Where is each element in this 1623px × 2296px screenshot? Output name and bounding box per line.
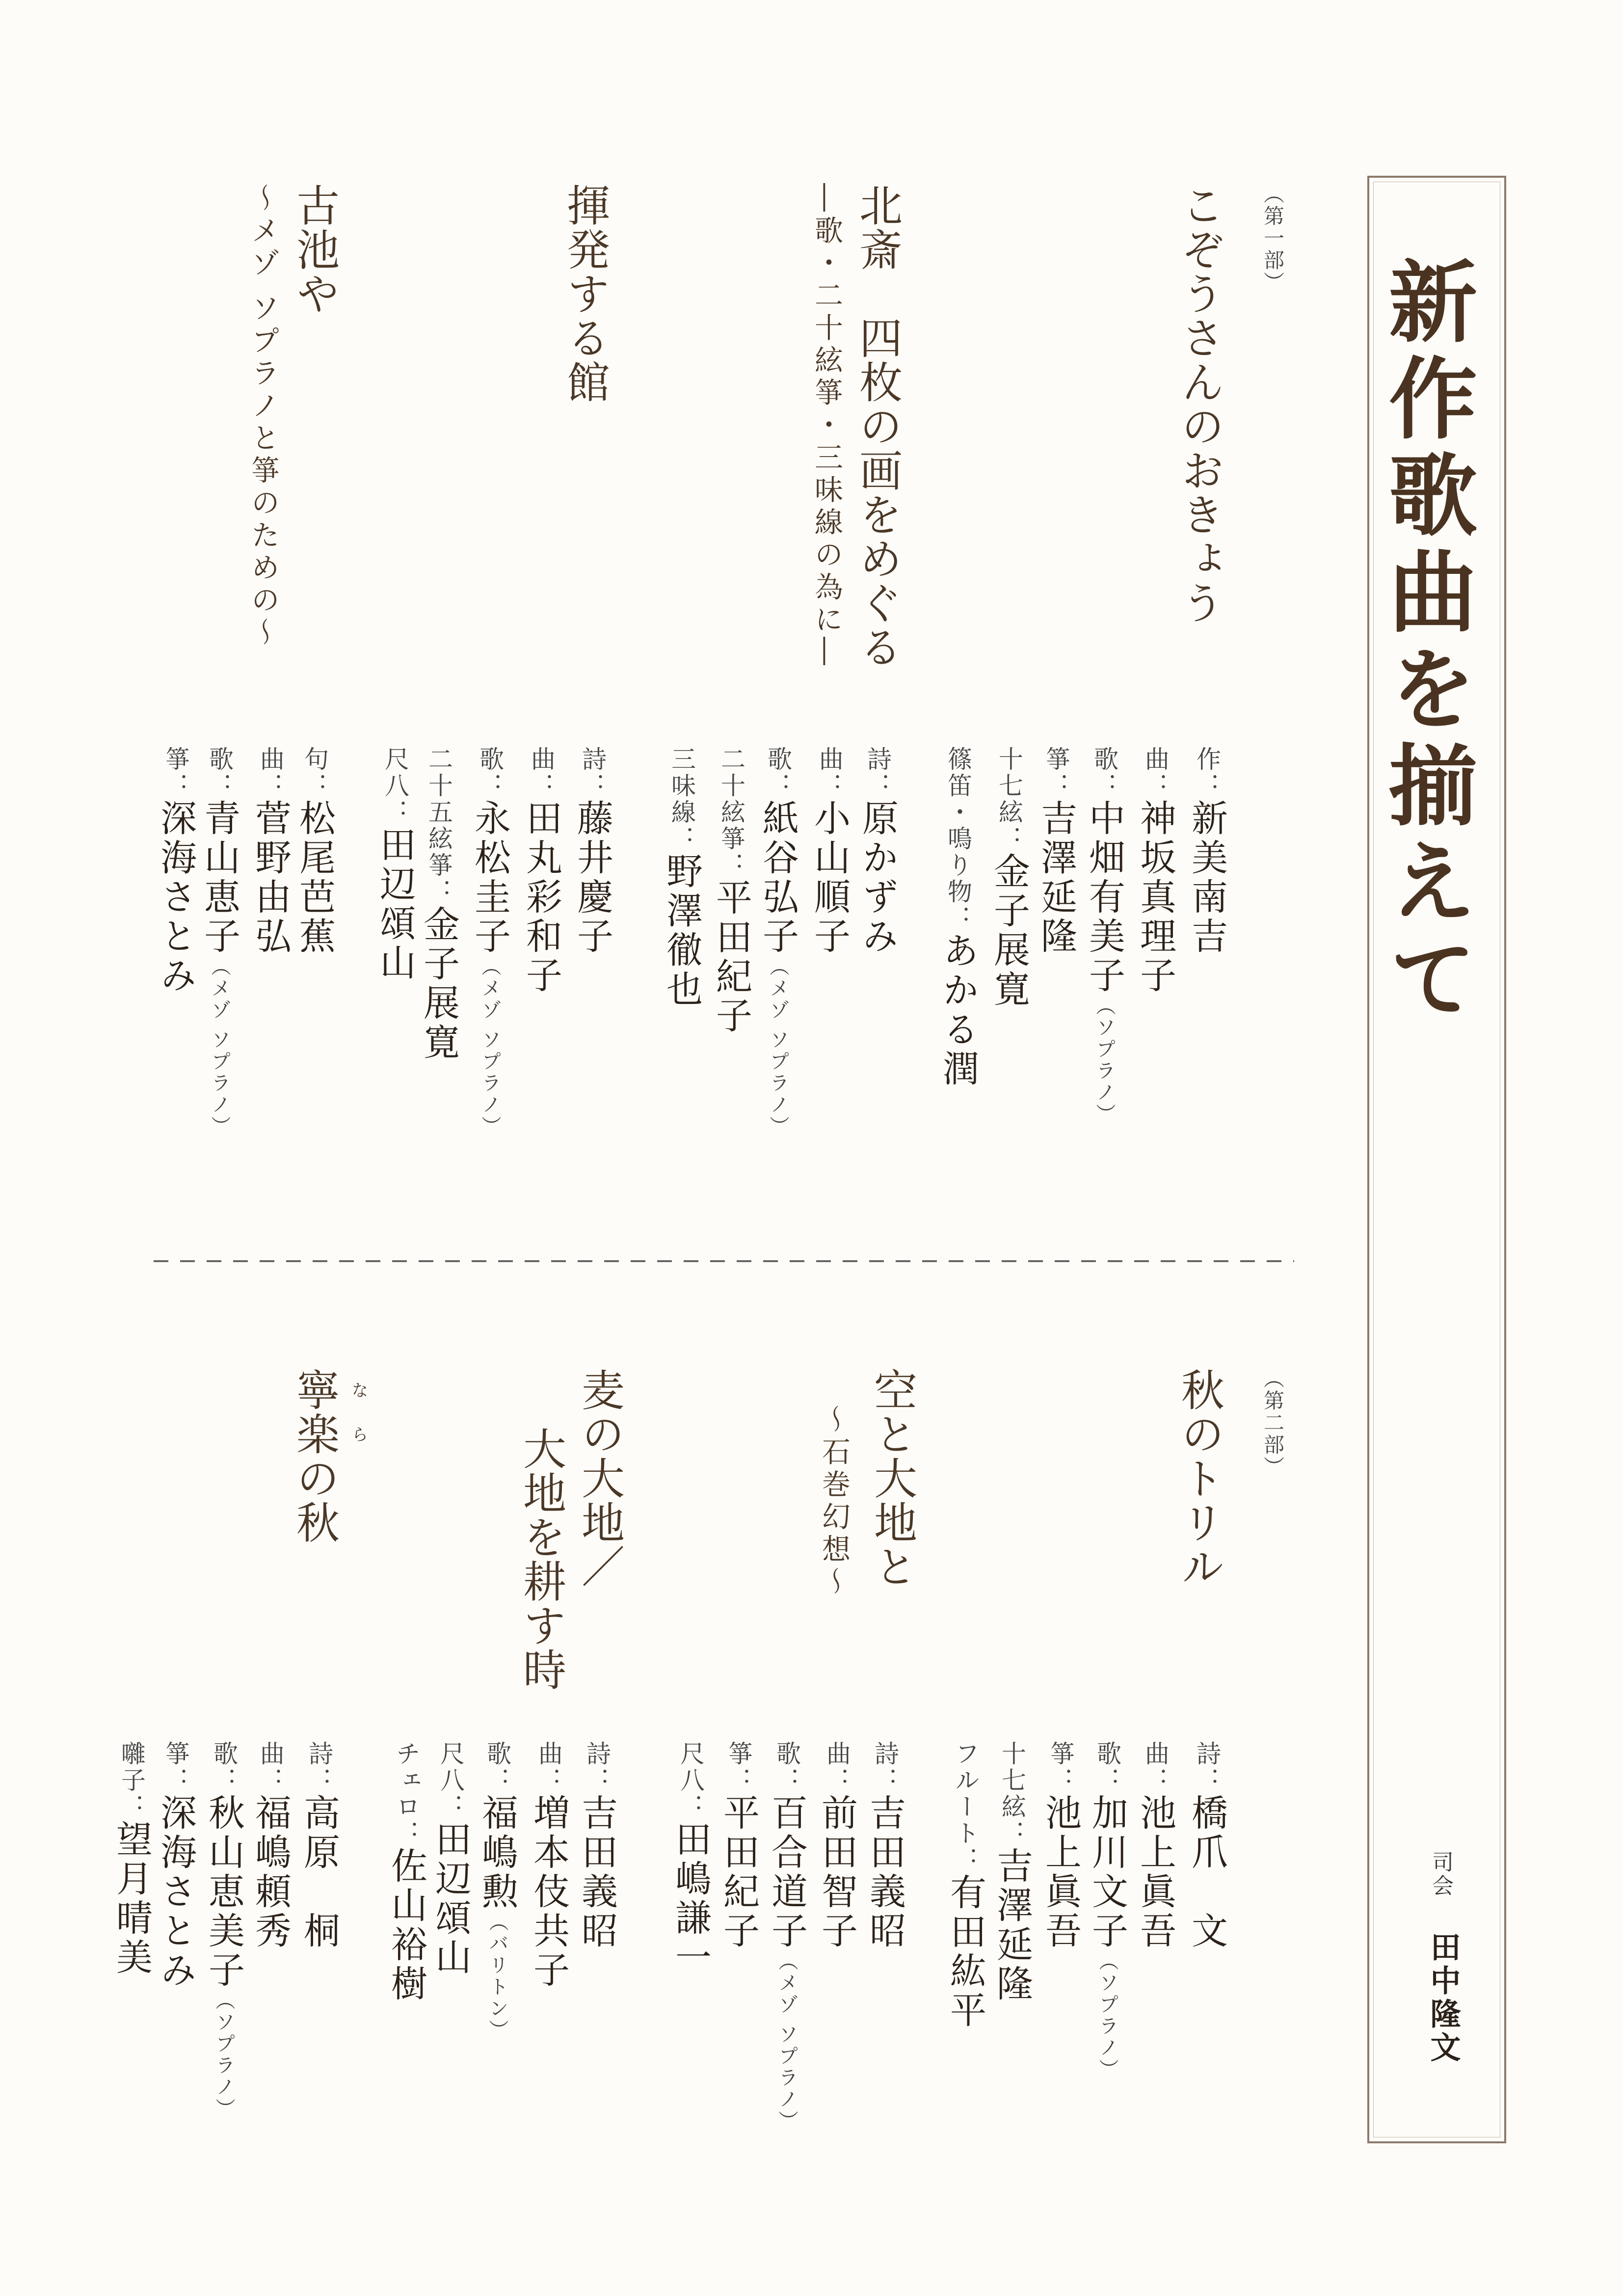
credit-role: 箏： [724,1741,753,1794]
credit-line [475,1741,519,2041]
credit-role: 詩： [578,746,607,799]
credit-role: 作： [1193,746,1221,799]
credit-line [297,1741,341,1951]
credit-name: 秋山恵美子 [203,1794,245,1990]
credit-role: 歌： [483,1741,511,1794]
piece-title: 北斎 四枚の画をめぐる [852,183,903,669]
credit-role: 十七絃： [998,1741,1026,1847]
credit-line [293,746,337,956]
credit-line [1085,1741,1129,2080]
credit-role: 篠笛・鳴り物： [944,746,972,932]
credit-name: 池上眞吾 [1134,1794,1176,1951]
credit-name: 平田紀子 [718,1794,760,1951]
credit-name: 吉澤延隆 [991,1847,1033,2004]
credit-line [1185,746,1229,956]
credit-role: 詩： [863,746,892,799]
credit-line [660,746,704,1009]
credit-name: 平田紀子 [710,879,752,1036]
credit-line [197,746,241,1137]
credit-name: 前田智子 [816,1794,858,1951]
title-ruby: なら [348,1381,368,1470]
part-label: （第一部） [1261,183,1285,294]
credit-name: 吉田義昭 [576,1794,618,1951]
credit-line [202,1741,246,2120]
credit-line [709,746,753,1036]
credit-role: 詩： [583,1741,611,1794]
credit-role: 歌： [210,1741,238,1794]
credit-line [428,1741,473,1977]
credit-role: 曲： [256,746,285,799]
credit-name: 金子展寛 [988,852,1030,1009]
credit-role: 囃子： [117,1741,146,1820]
mc-label: 司会 [1428,1851,1453,1898]
credit-name: 有田紘平 [944,1873,986,2030]
credit-line [936,746,980,1089]
credit-role: 詩： [305,1741,333,1794]
credit-name: 福嶋頼秀 [249,1794,292,1951]
credit-name: 菅野由弘 [249,799,292,956]
credit-line [1133,1741,1177,1951]
credit-name: 橋爪 文 [1186,1794,1228,1951]
credit-role: 曲： [527,746,556,799]
credit-role: 歌： [1090,746,1118,799]
piece-subtitle: ～石巻幻想～ [817,1405,851,1599]
credit-voice: （ソプラノ） [1093,996,1116,1125]
credit-name: 新美南吉 [1186,799,1228,956]
piece-subtitle: ―歌・二十絃箏・三味線の為に― [810,183,843,669]
credit-line [863,1741,907,1951]
piece-title: 寧楽の秋 [290,1368,340,1544]
credit-role: チェロ： [392,1741,421,1847]
credit-name: 松尾芭蕉 [293,799,336,956]
credit-role: 詩： [1193,1741,1221,1794]
credit-name: 福嶋勲 [476,1794,518,1912]
credit-line [575,1741,619,1951]
piece-subtitle: ～メゾ ソプラノと箏のための～ [246,183,280,650]
credit-name: 高原 桐 [298,1794,340,1951]
piece-title-line2: 大地を耕す時 [516,1427,567,1692]
piece-title: 揮発する館 [560,183,611,404]
credit-line [1185,1741,1229,1951]
credit-role: 尺八： [381,746,409,826]
credit-role: 箏： [1046,1741,1075,1794]
credit-voice: （バリトン） [486,1912,508,2041]
credit-name: 深海さとみ [155,1794,197,1990]
credit-name: 青山恵子 [198,799,240,956]
credit-role: 曲： [256,1741,285,1794]
credit-name: 望月晴美 [110,1820,153,1977]
credit-line [990,1741,1034,2004]
credit-line [1082,746,1126,1125]
credit-line [109,1741,154,1977]
credit-role: 尺八： [436,1741,465,1820]
credit-name: 田辺頌山 [429,1820,472,1977]
credit-role: 曲： [1141,1741,1170,1794]
credit-name: 田嶋謙一 [669,1820,712,1977]
credit-role: 歌： [205,746,234,799]
credit-role: 箏： [161,1741,190,1794]
credit-name: 吉澤延隆 [1035,799,1077,956]
credit-role: 三味線： [667,746,696,852]
credit-line [765,1741,809,2132]
program-title: 新作歌曲を揃えて [1374,256,1478,1029]
credit-line [807,746,851,956]
credit-line [570,746,614,956]
credit-role: 詩： [871,1741,899,1794]
credit-line [987,746,1031,1009]
credit-line [154,746,198,996]
credit-voice: （メゾ ソプラノ） [775,1951,798,2132]
credit-line [717,1741,761,1951]
credit-name: 百合道子 [766,1794,808,1951]
credit-name: 加川文子 [1086,1794,1128,1951]
credit-role: 十七絃： [995,746,1023,852]
credit-line [468,746,512,1137]
credit-role: 曲： [823,1741,851,1794]
credit-name: 野澤徹也 [661,852,703,1009]
credit-name: 吉田義昭 [864,1794,906,1951]
mc-name: 田中隆文 [1425,1931,1461,2065]
credit-name: 原かずみ [856,799,899,956]
credit-line [417,746,461,1062]
credit-line [1133,746,1177,996]
credit-name: 田辺頌山 [374,826,416,983]
credit-role: 箏： [161,746,190,799]
credit-voice: （メゾ ソプラノ） [208,956,231,1137]
credit-voice: （ソプラノ） [1096,1951,1118,2080]
credit-line [1038,1741,1083,1951]
credit-voice: （ソプラノ） [213,1990,235,2120]
credit-name: あかる潤 [937,932,979,1089]
section-divider [154,1259,1294,1263]
credit-name: 藤井慶子 [571,799,613,956]
part-label: （第二部） [1261,1368,1285,1478]
credit-line [943,1741,987,2030]
piece-title: 空と大地と [867,1368,918,1589]
credit-line [248,1741,293,1951]
piece-title: 麦の大地／ [575,1368,625,1589]
credit-role: 曲： [815,746,844,799]
credit-name: 小山順子 [808,799,851,956]
credit-line [527,1741,571,1990]
credit-name: 田丸彩和子 [520,799,562,996]
credit-role: 二十五絃箏： [425,746,453,905]
credit-role: 歌： [476,746,504,799]
credit-role: 歌： [1093,1741,1121,1794]
credit-line [1034,746,1078,956]
credit-name: 深海さとみ [155,799,197,996]
credit-name: 中畑有美子 [1083,799,1125,996]
credit-line [756,746,800,1137]
credit-role: 句： [300,746,329,799]
credit-name: 池上眞吾 [1039,1794,1082,1951]
piece-title: 古池や [290,183,340,316]
credit-voice: （メゾ ソプラノ） [767,956,789,1137]
credit-line [855,746,900,956]
credit-role: 歌： [764,746,792,799]
credit-name: 永松圭子 [469,799,511,956]
credit-line [154,1741,198,1990]
credit-line [815,1741,859,1951]
credit-line [373,746,417,983]
credit-name: 神坂真理子 [1134,799,1176,996]
credit-line [248,746,293,956]
credit-name: 増本伎共子 [528,1794,570,1990]
credit-name: 紙谷弘子 [757,799,799,956]
piece-title: 秋のトリル [1174,1368,1225,1589]
credit-line [519,746,563,996]
credit-name: 佐山裕樹 [385,1847,427,2004]
credit-role: 曲： [534,1741,563,1794]
credit-role: フルート： [951,1741,980,1873]
piece-title: こぞうさんのおきょう [1174,183,1225,625]
credit-role: 箏： [1042,746,1070,799]
credit-voice: （メゾ ソプラノ） [479,956,501,1137]
credit-role: 二十絃箏： [717,746,745,879]
credit-role: 尺八： [676,1741,705,1820]
credit-role: 曲： [1141,746,1170,799]
credit-name: 金子展寛 [418,905,460,1062]
credit-role: 歌： [772,1741,801,1794]
credit-line [668,1741,713,1977]
credit-line [384,1741,428,2004]
